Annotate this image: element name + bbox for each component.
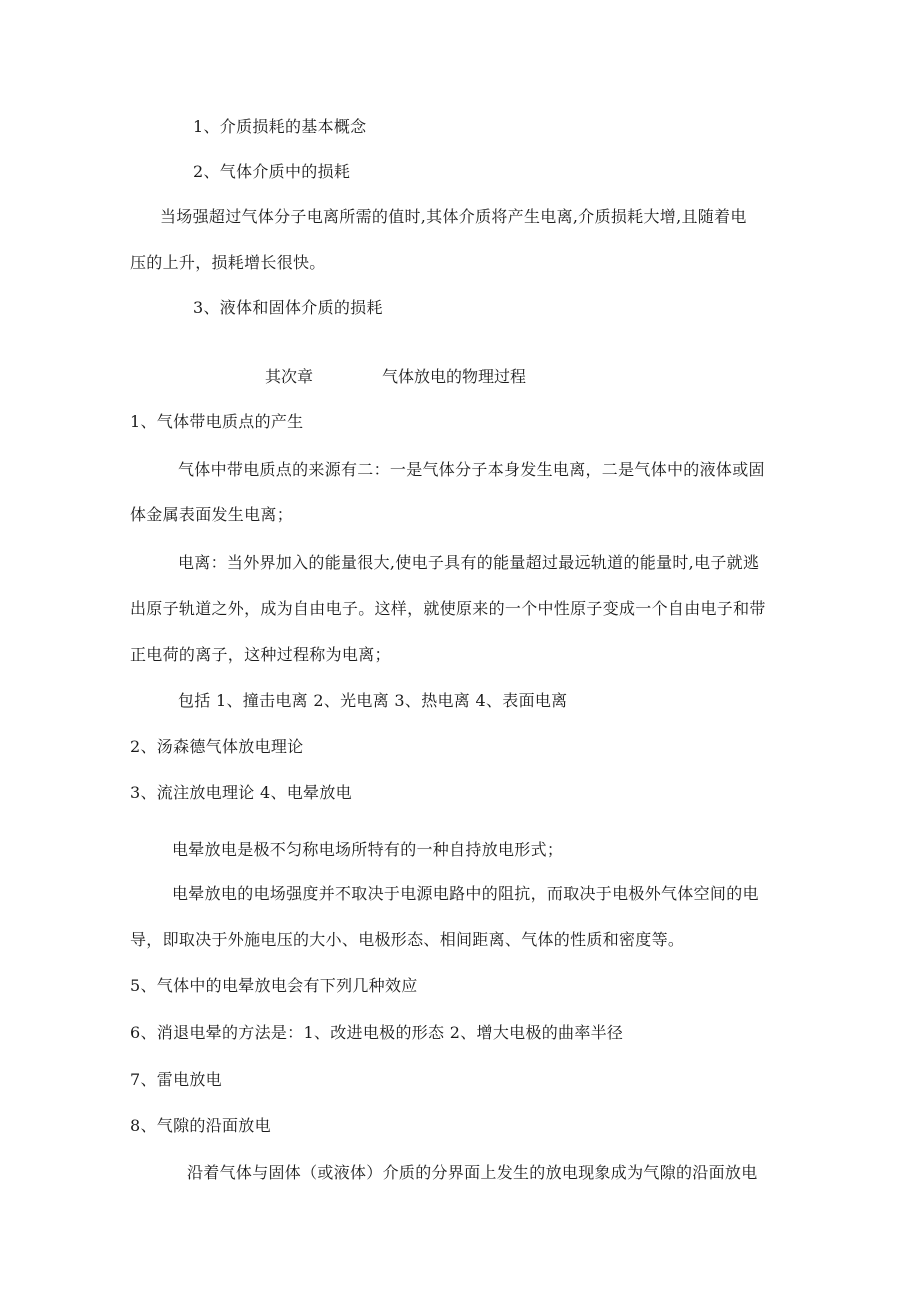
section-heading: 3、流注放电理论 4、电晕放电 [130, 783, 352, 802]
section-heading: 7、雷电放电 [130, 1070, 222, 1089]
paragraph-line: 电晕放电的电场强度并不取决于电源电路中的阻抗，而取决于电极外气体空间的电 [172, 884, 759, 903]
paragraph-line: 体金属表面发生电离； [130, 505, 294, 524]
paragraph-line: 出原子轨道之外，成为自由电子。这样，就使原来的一个中性原子变成一个自由电子和带 [130, 599, 766, 618]
section-heading: 2、汤森德气体放电理论 [130, 737, 304, 756]
paragraph-line: 电离：当外界加入的能量很大,使电子具有的能量超过最远轨道的能量时,电子就逃 [178, 553, 760, 572]
paragraph-gas-loss-line1: 当场强超过气体分子电离所需的值时,其体介质将产生电离,介质损耗大增,且随着电 [160, 207, 747, 226]
paragraph-line: 电晕放电是极不匀称电场所特有的一种自持放电形式； [172, 840, 564, 859]
item-gas-dielectric-loss: 2、气体介质中的损耗 [193, 162, 351, 181]
chapter-title: 气体放电的物理过程 [382, 367, 527, 386]
paragraph-gas-loss-line2: 压的上升，损耗增长很快。 [130, 253, 326, 272]
paragraph-line: 包括 1、撞击电离 2、光电离 3、热电离 4、表面电离 [178, 691, 568, 710]
section-heading: 5、气体中的电晕放电会有下列几种效应 [130, 976, 418, 995]
item-dielectric-loss-concept: 1、介质损耗的基本概念 [193, 117, 367, 136]
paragraph-line: 导，即取决于外施电压的大小、电极形态、相间距离、气体的性质和密度等。 [130, 930, 685, 949]
item-liquid-solid-loss: 3、液体和固体介质的损耗 [193, 298, 383, 317]
paragraph-line: 沿着气体与固体（或液体）介质的分界面上发生的放电现象成为气隙的沿面放电 [187, 1163, 758, 1182]
chapter-number: 其次章 [265, 367, 314, 386]
paragraph-line: 气体中带电质点的来源有二：一是气体分子本身发生电离，二是气体中的液体或固 [178, 460, 765, 479]
section-heading: 1、气体带电质点的产生 [130, 412, 304, 431]
paragraph-line: 正电荷的离子，这种过程称为电离； [130, 645, 391, 664]
section-heading: 8、气隙的沿面放电 [130, 1116, 271, 1135]
section-heading: 6、消退电晕的方法是：1、改进电极的形态 2、增大电极的曲率半径 [130, 1023, 624, 1042]
